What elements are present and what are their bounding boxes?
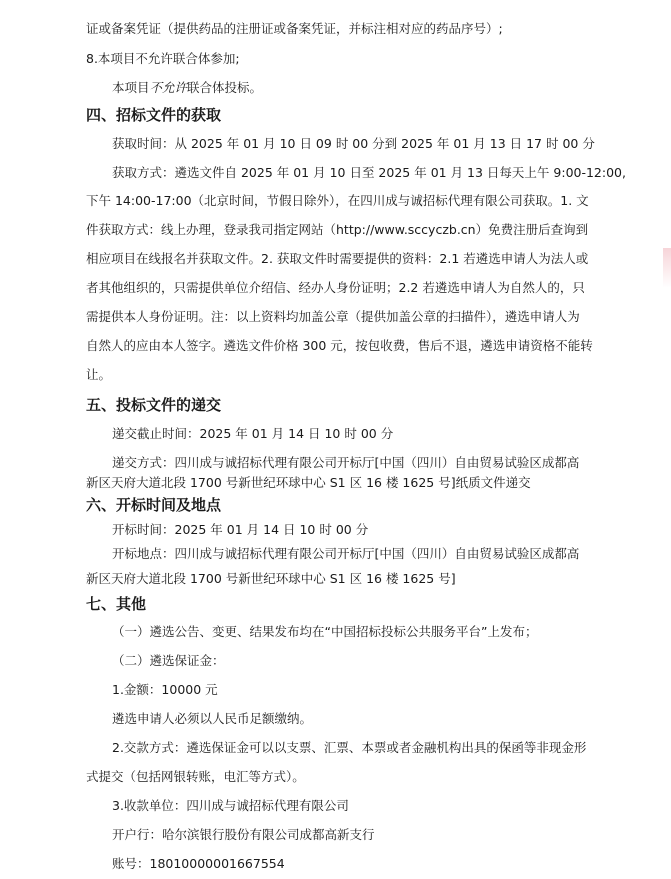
text-line	[112, 79, 262, 97]
text-line: 2.交款方式：遴选保证金可以以支票、汇票、本票或者金融机构出具的保函等非现金形	[112, 740, 587, 755]
text-line: 获取方式：遴选文件自 2025 年 01 月 10 日至 2025 年 01 月 13 日每天上午 9:00-12:00,	[112, 165, 626, 180]
section-heading: 七、其他	[86, 595, 147, 613]
text-line: 者其他组织的，只需提供单位介绍信、经办人身份证明；2.2 若遴选申请人为自然人的，只	[86, 280, 585, 295]
text-line: 开户行：哈尔滨银行股份有限公司成都高新支行	[112, 827, 375, 842]
text-line: 开标时间：2025 年 01 月 14 日 10 时 00 分	[112, 522, 369, 537]
section-heading: 六、开标时间及地点	[86, 496, 222, 514]
emphasis-span: 不允许	[149, 80, 188, 95]
stamp-edge-mark	[663, 248, 671, 288]
text-line: 相应项目在线报名并获取文件。2. 获取文件时需要提供的资料：2.1 若遴选申请人为法人或	[86, 251, 589, 266]
text-span: 本项目	[112, 80, 150, 95]
text-line: 让。	[86, 367, 112, 382]
text-line: 下午 14:00-17:00（北京时间，节假日除外），在四川成与诚招标代理有限公司获取。1. 文	[86, 193, 589, 208]
text-line: 新区天府大道北段 1700 号新世纪环球中心 S1 区 16 楼 1625 号]纸质文件递交	[86, 475, 531, 490]
text-line: 遴选申请人必须以人民币足额缴纳。	[112, 711, 313, 726]
text-line: 件获取方式：线上办理，登录我司指定网站（http://www.sccyczb.cn）免费注册后查询到	[86, 222, 589, 237]
text-line: 8.本项目不允许联合体参加;	[86, 51, 240, 66]
text-line: 自然人的应由本人签字。遴选文件价格 300 元，按包收费，售后不退，遴选申请资格不能转	[86, 338, 593, 353]
text-line: 开标地点：四川成与诚招标代理有限公司开标厅[中国（四川）自由贸易试验区成都高	[112, 546, 580, 561]
text-line: 1.金额：10000 元	[112, 682, 218, 697]
text-line: （一）遴选公告、变更、结果发布均在“中国招标投标公共服务平台”上发布；	[112, 624, 538, 639]
text-line: 新区天府大道北段 1700 号新世纪环球中心 S1 区 16 楼 1625 号]	[86, 571, 456, 586]
text-line: 3.收款单位：四川成与诚招标代理有限公司	[112, 798, 349, 813]
text-line: 式提交（包括网银转账，电汇等方式）。	[86, 769, 305, 784]
text-line: 获取时间：从 2025 年 01 月 10 日 09 时 00 分到 2025 年 01 月 13 日 17 时 00 分	[112, 136, 595, 151]
text-line: 账号：18010000001667554	[112, 856, 285, 871]
text-line: 递交截止时间：2025 年 01 月 14 日 10 时 00 分	[112, 426, 394, 441]
section-heading: 四、招标文件的获取	[86, 106, 222, 124]
text-line: 证或备案凭证（提供药品的注册证或备案凭证，并标注相对应的药品序号）;	[86, 21, 503, 36]
text-line: （二）遴选保证金：	[112, 653, 225, 668]
text-span: 联合体投标。	[187, 80, 263, 95]
section-heading: 五、投标文件的递交	[86, 396, 222, 414]
text-line: 需提供本人身份证明。注：以上资料均加盖公章（提供加盖公章的扫描件），遴选申请人为	[86, 309, 580, 324]
text-line: 递交方式：四川成与诚招标代理有限公司开标厅[中国（四川）自由贸易试验区成都高	[112, 455, 580, 470]
